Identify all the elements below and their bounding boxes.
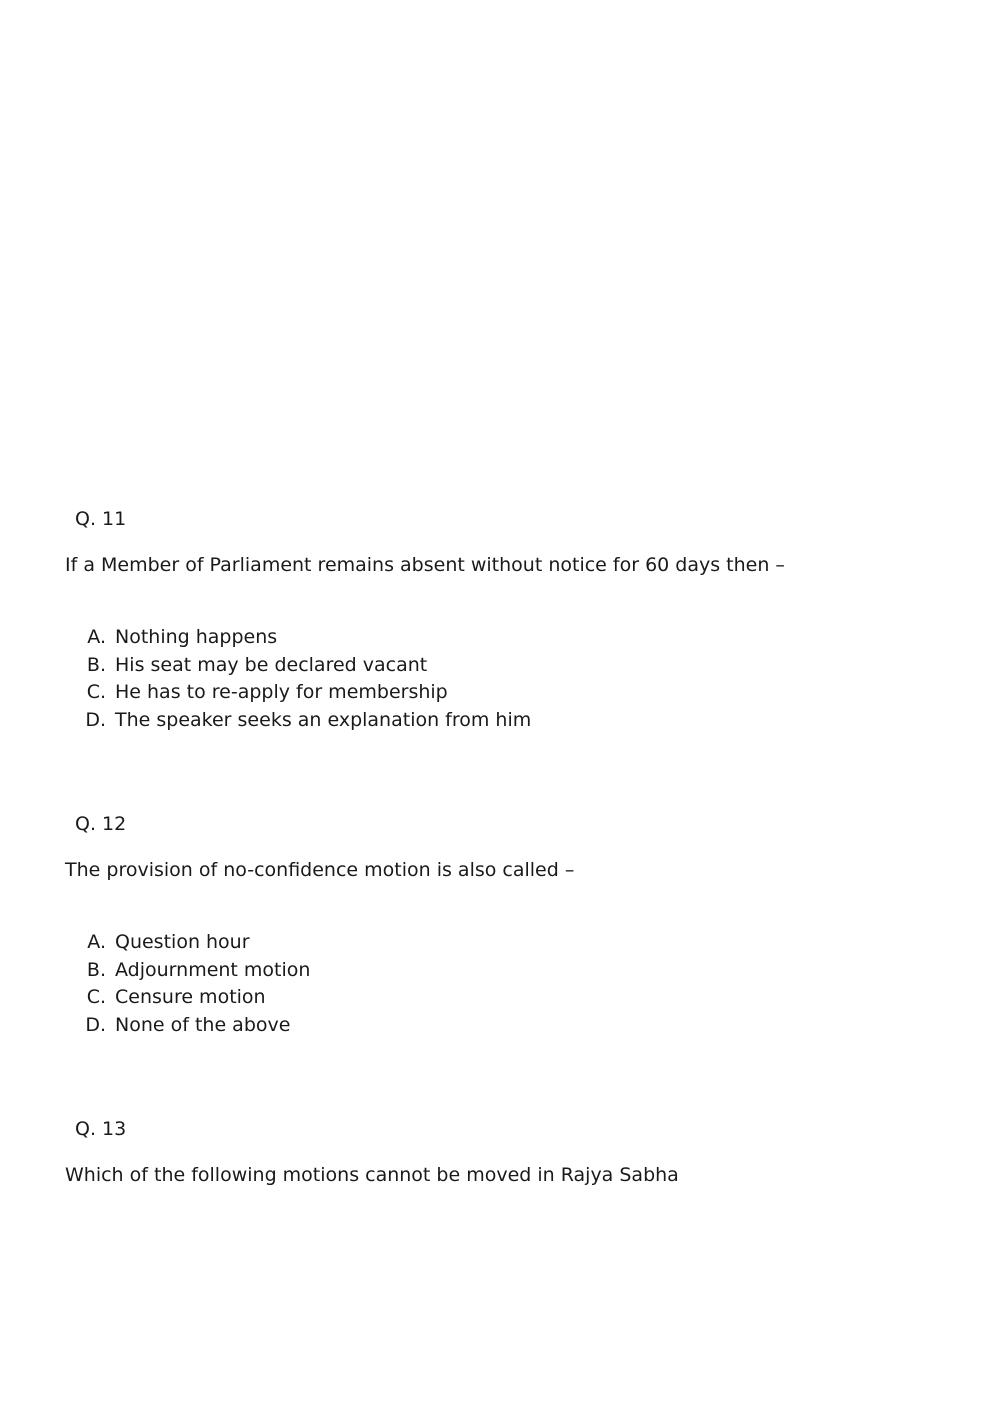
question-text: Which of the following motions cannot be moved in Rajya Sabha — [65, 1164, 679, 1186]
option-text: Censure motion — [115, 986, 266, 1008]
option-text: He has to re-apply for membership — [115, 681, 448, 703]
option-letter: A. — [87, 931, 106, 953]
option-text: None of the above — [115, 1013, 291, 1036]
option-text: Question hour — [115, 931, 250, 953]
option-letter: A. — [87, 626, 106, 648]
option-letter: D. — [85, 708, 106, 731]
option-text: Nothing happens — [115, 626, 278, 648]
question-number: Q. 11 — [75, 508, 127, 530]
question-text: The provision of no-confidence motion is also called – — [65, 859, 575, 881]
option-text: The speaker seeks an explanation from him — [115, 708, 532, 731]
option-text: His seat may be declared vacant — [115, 653, 428, 676]
question-number: Q. 13 — [75, 1118, 127, 1140]
question-text: If a Member of Parliament remains absent without notice for 60 days then – — [65, 554, 785, 576]
option-letter: B. — [86, 653, 106, 676]
option-letter: B. — [86, 958, 106, 981]
option-letter: D. — [85, 1013, 106, 1036]
option-text: Adjournment motion — [115, 958, 311, 981]
option-letter: C. — [86, 681, 106, 703]
option-letter: C. — [86, 986, 106, 1008]
question-number: Q. 12 — [75, 813, 127, 835]
